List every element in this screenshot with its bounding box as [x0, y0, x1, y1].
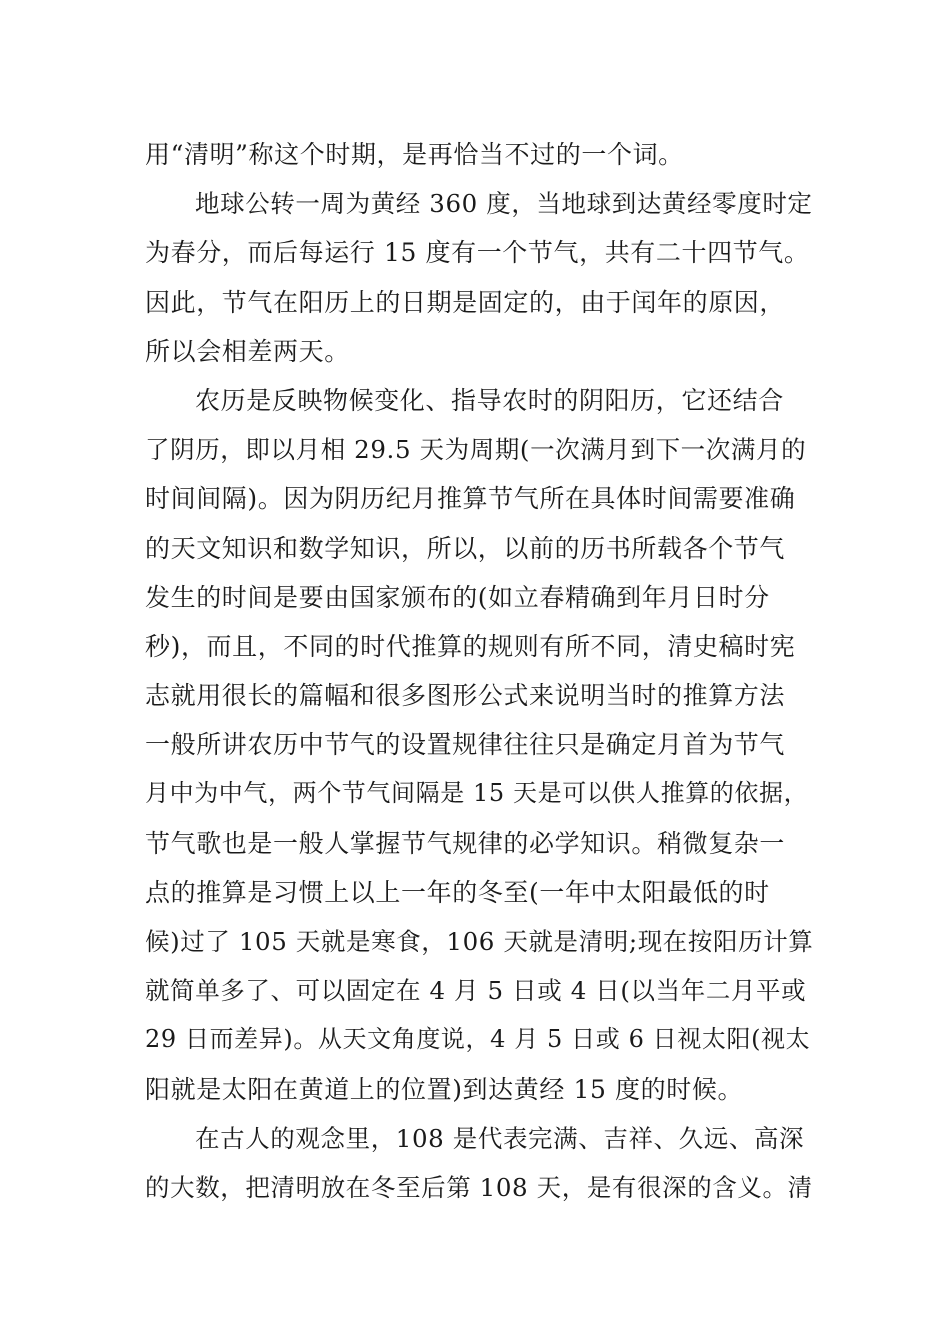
text-line: 因此，节气在阳历上的日期是固定的，由于闰年的原因，: [145, 287, 786, 317]
text-line: 候)过了 105 天就是寒食，106 天就是清明;现在按阳历计算: [145, 927, 814, 956]
text-line: 的大数，把清明放在冬至后第 108 天，是有很深的含义。清: [145, 1172, 813, 1202]
text-line: 了阴历，即以月相 29.5 天为周期(一次满月到下一次满月的: [145, 435, 807, 465]
text-line: 点的推算是习惯上以上一年的冬至(一年中太阳最低的时: [145, 877, 770, 907]
text-line: 秒)，而且，不同的时代推算的规则有所不同，清史稿时宪: [145, 631, 796, 661]
text-line: 月中为中气，两个节气间隔是 15 天是可以供人推算的依据，: [145, 779, 809, 808]
text-line: 29 日而差异)。从天文角度说，4 月 5 日或 6 日视太阳(视太: [145, 1025, 811, 1054]
text-line: 志就用很长的篇幅和很多图形公式来说明当时的推算方法: [145, 681, 786, 711]
text-line: 一般所讲农历中节气的设置规律往往只是确定月首为节气: [145, 730, 786, 760]
text-line: 用“清明”称这个时期，是再恰当不过的一个词。: [145, 140, 684, 169]
text-line: 所以会相差两天。: [145, 336, 350, 366]
text-line: 发生的时间是要由国家颁布的(如立春精确到年月日时分: [145, 582, 770, 612]
text-line: 为春分，而后每运行 15 度有一个节气，共有二十四节气。: [145, 238, 810, 268]
text-line: 就简单多了、可以固定在 4 月 5 日或 4 日(以当年二月平或: [145, 976, 807, 1006]
text-line: 阳就是太阳在黄道上的位置)到达黄经 15 度的时候。: [145, 1074, 744, 1104]
paragraph-start-line: 农历是反映物候变化、指导农时的阴阳历，它还结合: [195, 385, 784, 415]
paragraph-start-line: 在古人的观念里，108 是代表完满、吉祥、久远、高深: [195, 1123, 805, 1153]
paragraph-start-line: 地球公转一周为黄经 360 度，当地球到达黄经零度时定: [195, 189, 813, 219]
text-line: 节气歌也是一般人掌握节气规律的必学知识。稍微复杂一: [145, 828, 786, 858]
text-line: 时间间隔)。因为阴历纪月推算节气所在具体时间需要准确: [145, 484, 796, 514]
text-line: 的天文知识和数学知识，所以，以前的历书所载各个节气: [145, 533, 786, 563]
body-text: [145, 130, 815, 1212]
